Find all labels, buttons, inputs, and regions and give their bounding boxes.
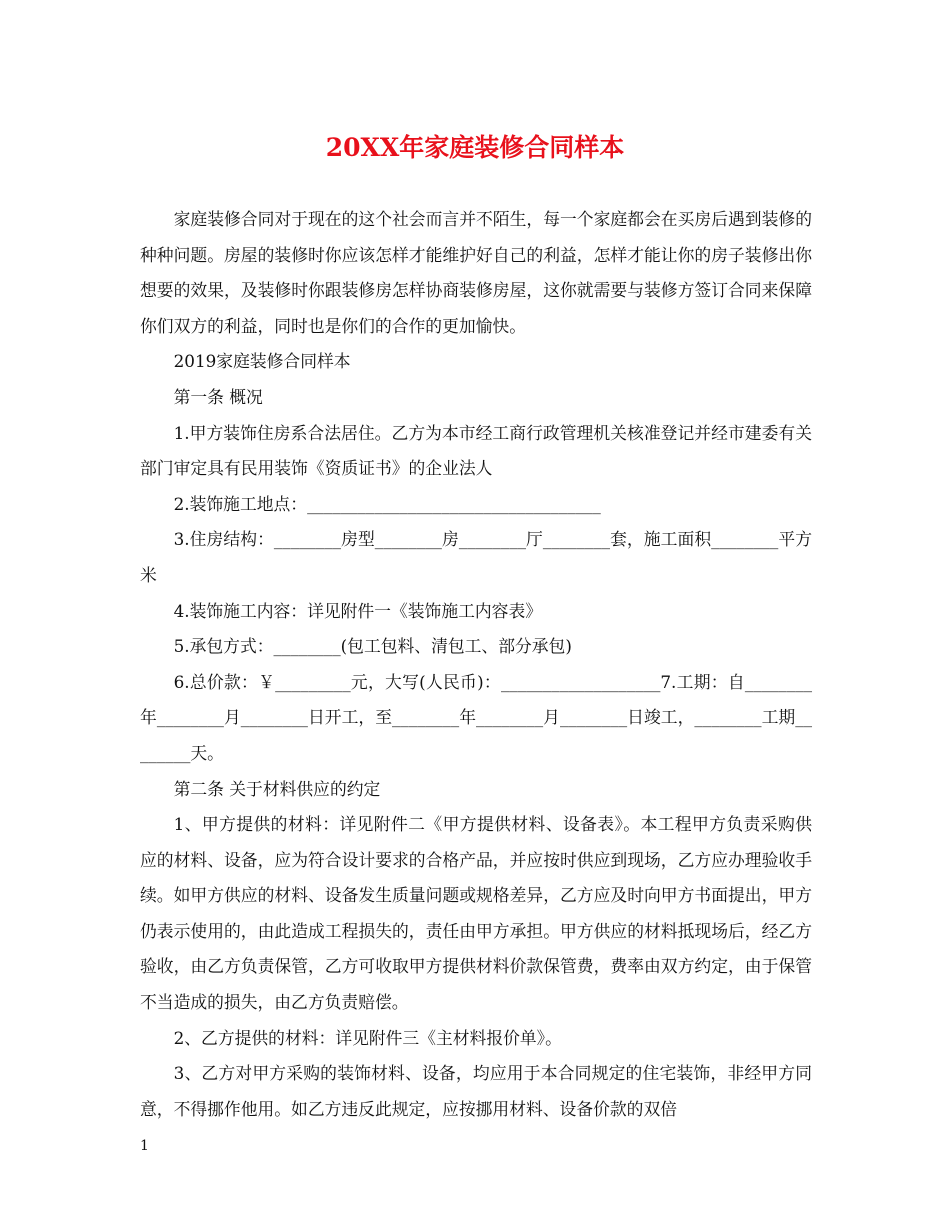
clause-2-2: 2、乙方提供的材料：详见附件三《主材料报价单》。 [173, 1027, 562, 1048]
article-1-heading: 第一条 概况 [173, 386, 263, 407]
clause-2-3: 3、乙方对甲方采购的装饰材料、设备，均应用于本合同规定的住宅装饰，非经甲方同意，不得挪作他用。如乙方违反此规定，应按挪用材料、设备价款的双倍 [140, 1063, 812, 1119]
clause-2-1: 1、甲方提供的材料：详见附件二《甲方提供材料、设备表》。本工程甲方负责采购供应的材料、设备，应为符合设计要求的合格产品，并应按时供应到现场，乙方应办理验收手续。如甲方供应的材料、设备发生质量问题或规格差异，乙方应及时向甲方书面提出，甲方仍表示使用的，由此造成工程损失的，责任由甲方承担。甲方供应的材料抵现场后，经乙方验收，由乙方负责保管，乙方可收取甲方提供材料价款保管费，费率由双方约定，由于保管不当造成的损失，由乙方负责赔偿。 [140, 814, 812, 1013]
document-title: 20XX年家庭装修合同样本 [325, 133, 625, 162]
paragraph-subtitle: 2019家庭装修合同样本 [173, 351, 351, 372]
clause-1-4: 4.装饰施工内容：详见附件一《装饰施工内容表》 [173, 600, 543, 621]
document-body [140, 202, 812, 1127]
clause-1-1: 1.甲方装饰住房系合法居住。乙方为本市经工商行政管理机关核准登记并经市建委有关部门审定具有民用装饰《资质证书》的企业法人 [140, 422, 812, 479]
clause-1-6: 6.总价款：￥_________元，大写(人民币)：___________________7.工期：自________年________月________日开工，至________年________月________日竣工，________工期________天。 [140, 671, 812, 763]
paragraph-intro: 家庭装修合同对于现在的这个社会而言并不陌生，每一个家庭都会在买房后遇到装修的种种问题。房屋的装修时你应该怎样才能维护好自己的利益，怎样才能让你的房子装修出你想要的效果，及装修时你跟装修房怎样协商装修房屋，这你就需要与装修方签订合同来保障你们双方的利益，同时也是你们的合作的更加愉快。 [140, 209, 812, 336]
clause-1-3: 3.住房结构：________房型________房________厅________套，施工面积________平方米 [140, 529, 812, 585]
clause-1-2: 2.装饰施工地点：___________________________________ [173, 493, 601, 514]
page-number: 1 [140, 1138, 149, 1154]
clause-1-5: 5.承包方式：________(包工包料、清包工、部分承包) [173, 636, 572, 657]
article-2-heading: 第二条 关于材料供应的约定 [173, 778, 381, 799]
